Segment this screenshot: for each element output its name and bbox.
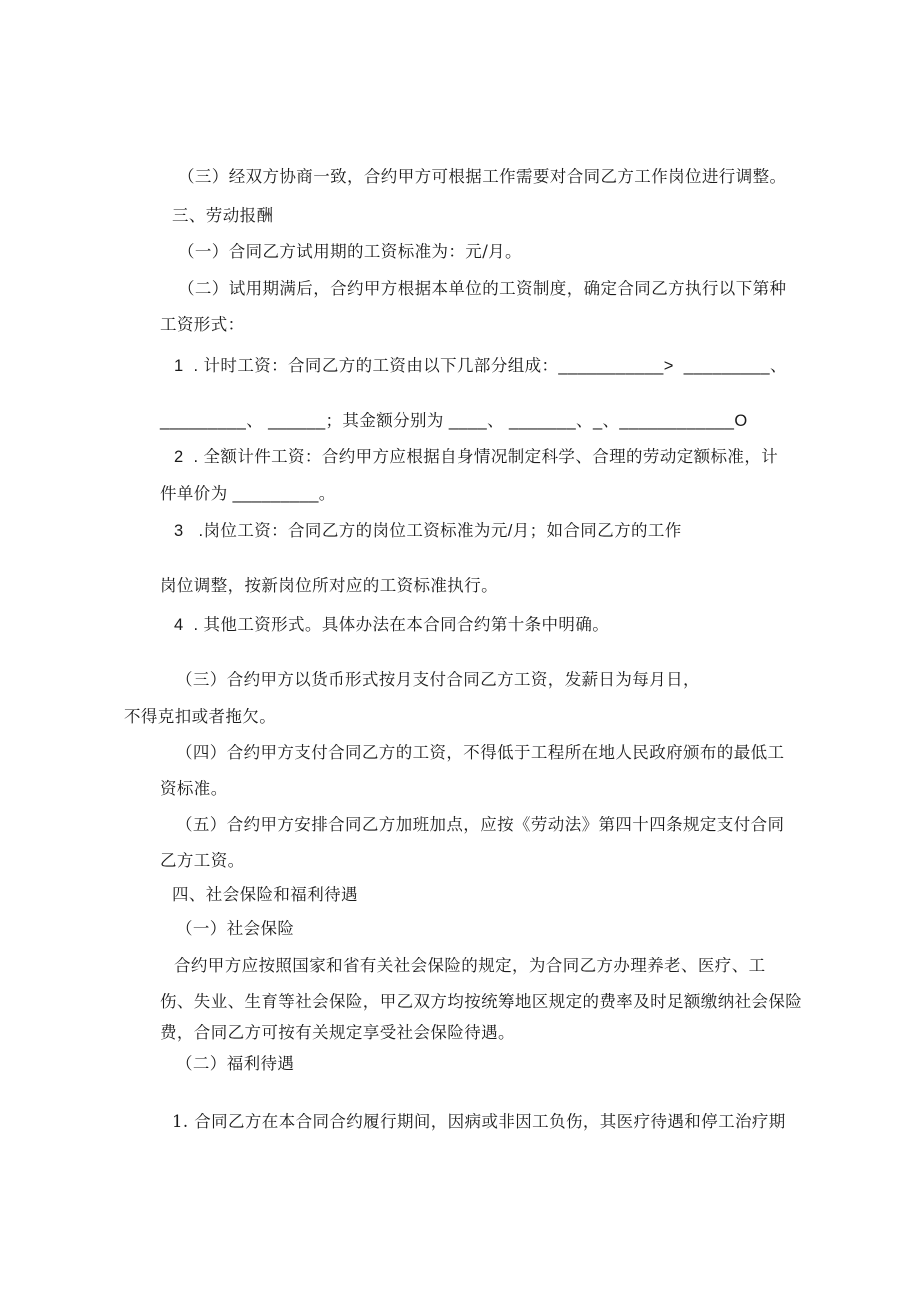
clause-3-3-payment: （三）合约甲方以货币形式按月支付合同乙方工资，发薪日为每月日， [176,670,700,689]
item-1-hourly-wage: 1 . 计时工资：合同乙方的工资由以下几部分组成：___________> _________、 [174,357,787,375]
item-2-piece-wage-cont: 件单价为 _________。 [160,485,336,503]
section-4-heading: 四、社会保险和福利待遇 [172,885,358,904]
item-1-hourly-wage-cont: _________、 ______；其金额分别为 ____、 _______、_、____________O [160,412,748,430]
section-3-heading: 三、劳动报酬 [172,206,274,225]
clause-3-4-minimum-wage: （四）合约甲方支付合同乙方的工资，不得低于工程所在地人民政府颁布的最低工 [176,743,785,762]
clause-4-2-heading: （二）福利待遇 [176,1054,295,1073]
clause-3-5-overtime-cont: 乙方工资。 [160,851,245,870]
clause-3-4-minimum-wage-cont: 资标准。 [160,779,228,798]
item-3-position-wage-cont: 岗位调整，按新岗位所对应的工资标准执行。 [160,576,498,595]
clause-4-1-body-cont-2: 费，合同乙方可按有关规定享受社会保险待遇。 [160,1023,515,1042]
clause-3-5-overtime: （五）合约甲方安排合同乙方加班加点，应按《劳动法》第四十四条规定支付合同 [176,815,785,834]
clause-3-2-wage-form: （二）试用期满后，合约甲方根据本单位的工资制度，确定合同乙方执行以下第种 [178,279,787,298]
clause-4-1-body: 合约甲方应按照国家和省有关社会保险的规定，为合同乙方办理养老、医疗、工 [174,956,766,975]
item-2-piece-wage: 2 . 全额计件工资：合约甲方应根据自身情况制定科学、合理的劳动定额标准，计 [174,448,779,466]
clause-3-3-payment-cont: 不得克扣或者拖欠。 [124,707,277,726]
item-3-position-wage: 3 .岗位工资：合同乙方的岗位工资标准为元/月；如合同乙方的工作 [174,522,682,540]
clause-4-1-heading: （一）社会保险 [176,919,295,938]
clause-3-1-probation-wage: （一）合同乙方试用期的工资标准为：元/月。 [178,242,522,261]
clause-3-2-wage-form-cont: 工资形式： [160,315,245,334]
clause-3-3-adjust-position: （三）经双方协商一致，合约甲方可根据工作需要对合同乙方工作岗位进行调整。 [178,167,787,186]
clause-4-1-body-cont-1: 伤、失业、生育等社会保险，甲乙双方均按统筹地区规定的费率及时足额缴纳社会保险 [160,992,803,1011]
item-4-other-wage: 4 . 其他工资形式。具体办法在本合同合约第十条中明确。 [174,616,610,634]
clause-4-2-item-1: 1. 合同乙方在本合同合约履行期间，因病或非因工负伤，其医疗待遇和停工治疗期 [172,1112,786,1131]
